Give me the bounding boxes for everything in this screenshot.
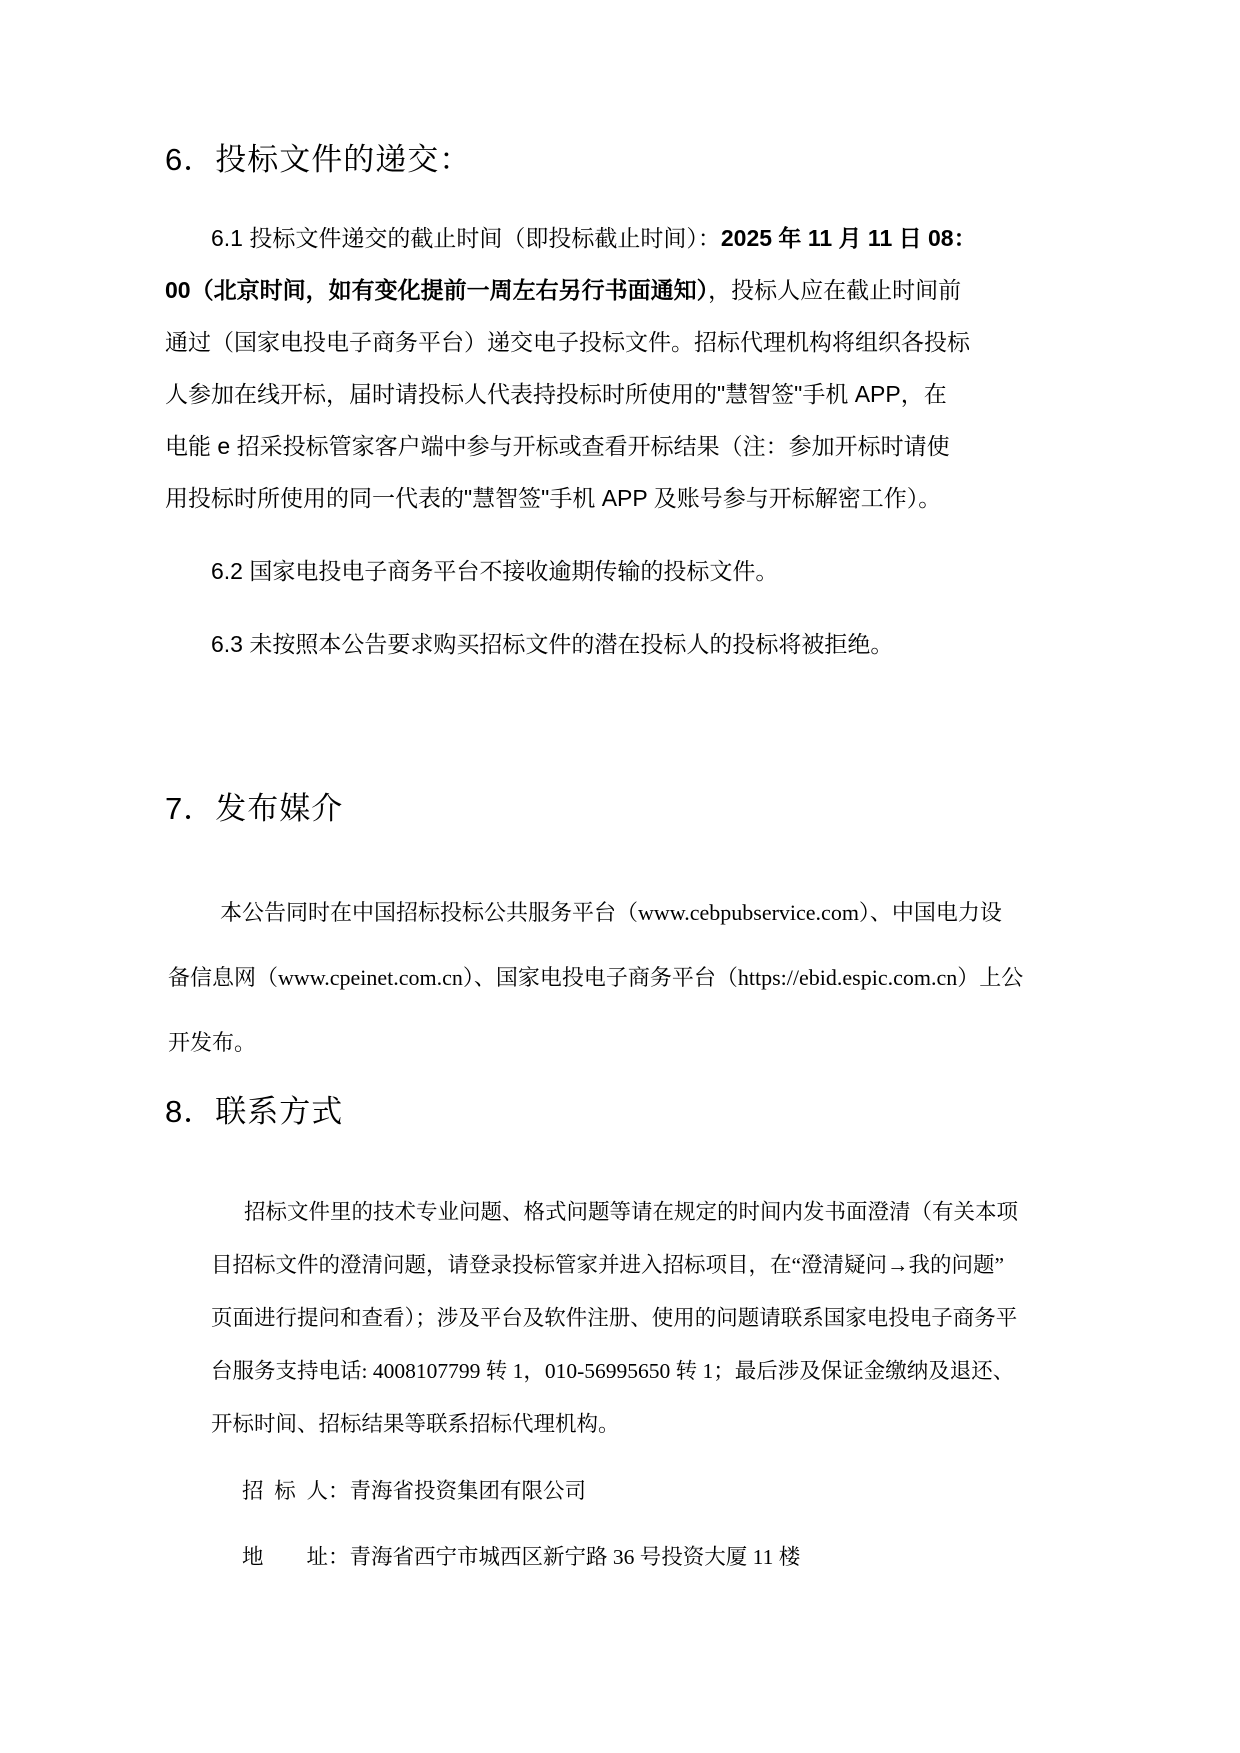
- section-6-1-paragraph: [165, 212, 977, 524]
- section-6-2-paragraph: 6.2 国家电投电子商务平台不接收逾期传输的投标文件。: [211, 558, 779, 584]
- address-line: 地 址：青海省西宁市城西区新宁路 36 号投资大厦 11 楼: [242, 1545, 801, 1569]
- text-line: 用投标时所使用的同一代表的"慧智签"手机 APP 及账号参与开标解密工作）。: [165, 485, 942, 511]
- section-6-3-paragraph: 6.3 未按照本公告要求购买招标文件的潜在投标人的投标将被拒绝。: [211, 631, 894, 657]
- text-line: 台服务支持电话: 4008107799 转 1，010-56995650 转 1；最后涉及保证金缴纳及退还、: [211, 1359, 1015, 1383]
- section-7-paragraph: [168, 880, 1023, 1075]
- bidder-line: 招 标 人：青海省投资集团有限公司: [242, 1479, 587, 1503]
- section-7-heading: 7．发布媒介: [165, 791, 344, 826]
- text-line: 开标时间、招标结果等联系招标代理机构。: [211, 1412, 620, 1436]
- text-line: 开发布。: [168, 1030, 257, 1055]
- text-line: 通过（国家电投电子商务平台）递交电子投标文件。招标代理机构将组织各投标: [165, 329, 970, 355]
- text-line: 6.1 投标文件递交的截止时间（即投标截止时间）：2025 年 11 月 11 日 08：: [211, 225, 977, 251]
- section-6-heading: 6．投标文件的递交：: [165, 142, 472, 177]
- text-line: 备信息网（www.cpeinet.com.cn）、国家电投电子商务平台（https://ebid.espic.com.cn）上公: [168, 965, 1024, 990]
- text-line: 00（北京时间，如有变化提前一周左右另行书面通知），投标人应在截止时间前: [165, 277, 962, 303]
- text-line: 本公告同时在中国招标投标公共服务平台（www.cebpubservice.com）、中国电力设: [220, 900, 1002, 925]
- section-8-heading: 8．联系方式: [165, 1094, 344, 1129]
- text-line: 目招标文件的澄清问题，请登录投标管家并进入招标项目，在“澄清疑问→我的问题”: [211, 1253, 1005, 1277]
- text-line: 页面进行提问和查看）；涉及平台及软件注册、使用的问题请联系国家电投电子商务平: [211, 1306, 1018, 1330]
- text-line: 电能 e 招采投标管家客户端中参与开标或查看开标结果（注：参加开标时请使: [165, 433, 950, 459]
- section-8-paragraph: [211, 1186, 1018, 1451]
- text-line: 人参加在线开标，届时请投标人代表持投标时所使用的"慧智签"手机 APP，在: [165, 381, 947, 407]
- text-line: 招标文件里的技术专业问题、格式问题等请在规定的时间内发书面澄清（有关本项: [244, 1200, 1019, 1224]
